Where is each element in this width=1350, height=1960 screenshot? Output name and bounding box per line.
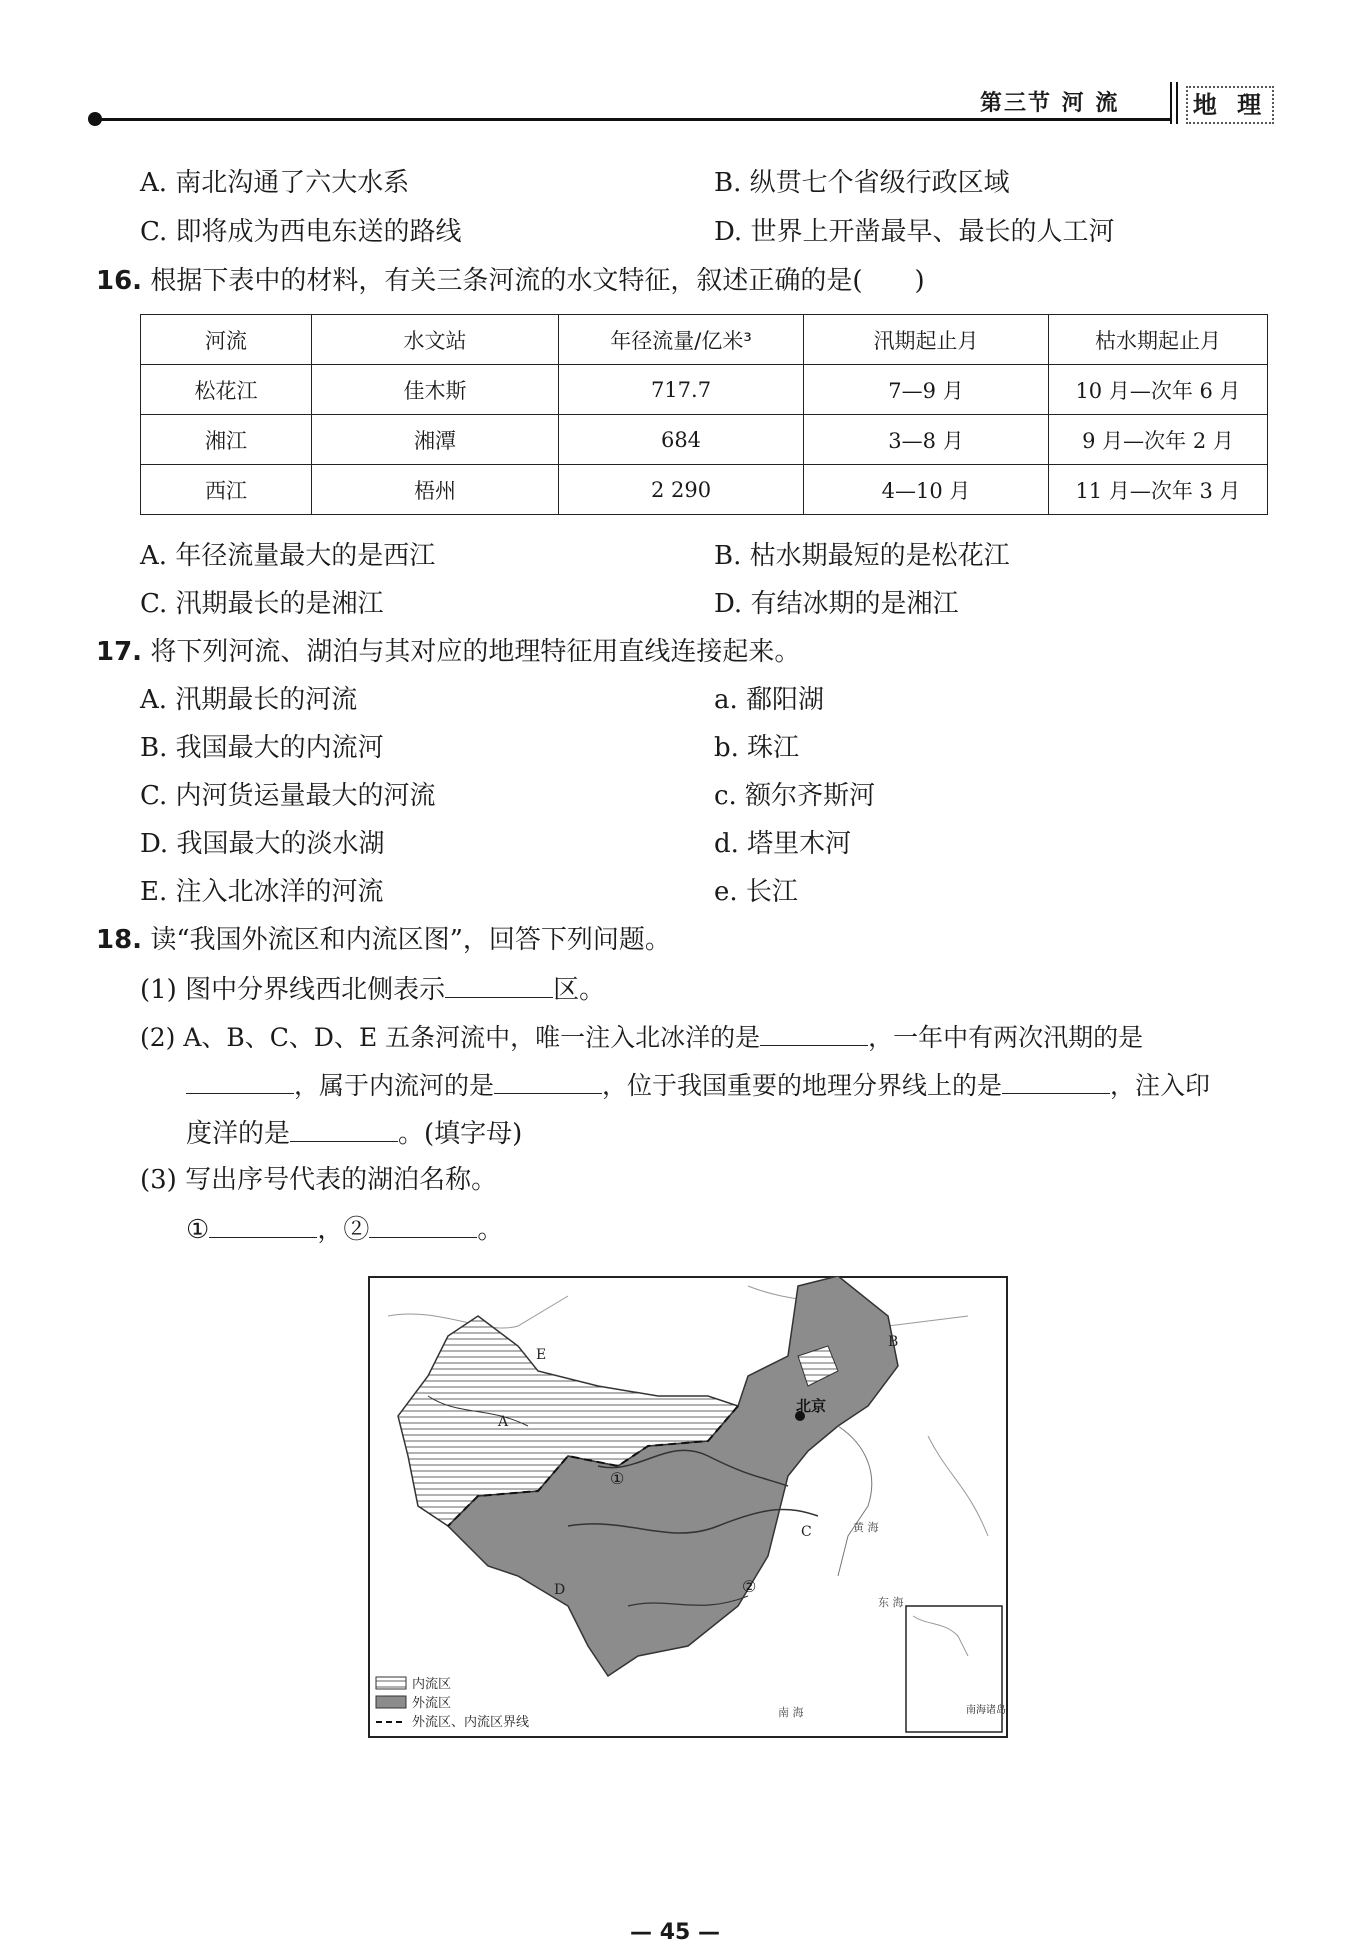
header-divider xyxy=(1176,82,1178,124)
question-stem: 将下列河流、湖泊与其对应的地理特征用直线连接起来。 xyxy=(150,637,801,667)
table-cell: 湘潭 xyxy=(312,415,559,465)
q17-right-item: e. 长江 xyxy=(714,877,798,907)
part-text: ，一年中有两次汛期的是 xyxy=(868,1023,1144,1052)
table-cell: 9 月—次年 2 月 xyxy=(1049,415,1268,465)
china-drainage-map xyxy=(368,1276,1008,1738)
header-divider xyxy=(1170,82,1172,124)
river-label-e: E xyxy=(536,1347,547,1363)
column-header: 汛期起止月 xyxy=(804,315,1049,365)
column-header: 年径流量/亿米³ xyxy=(559,315,804,365)
q17-left-item: B. 我国最大的内流河 xyxy=(140,733,384,763)
lake-marker: ，② xyxy=(317,1215,370,1245)
part-text: 。 xyxy=(477,1215,504,1245)
river-label-c: C xyxy=(801,1524,812,1540)
answer-blank[interactable] xyxy=(1002,1067,1110,1094)
part-text: ，属于内流河的是 xyxy=(294,1071,495,1100)
sea-label-yellow: 黄 海 xyxy=(853,1521,879,1534)
q17-right-item: a. 鄱阳湖 xyxy=(714,685,825,715)
q16-option-a: A. 年径流量最大的是西江 xyxy=(140,541,436,571)
question-number: 18. xyxy=(96,925,143,955)
q15-option-b: B. 纵贯七个省级行政区域 xyxy=(714,168,1010,198)
legend-swatch-inflow xyxy=(376,1677,406,1689)
q17-question xyxy=(96,635,800,669)
q16-option-d: D. 有结冰期的是湘江 xyxy=(714,589,959,619)
part-text: 区。 xyxy=(553,975,606,1005)
answer-blank[interactable] xyxy=(445,971,553,998)
lake-marker: ① xyxy=(186,1215,210,1245)
subject-label: 地 理 xyxy=(1186,86,1274,124)
q17-left-item: C. 内河货运量最大的河流 xyxy=(140,781,436,811)
column-header: 河流 xyxy=(141,315,312,365)
answer-blank[interactable] xyxy=(369,1211,477,1238)
lake-label-2: ② xyxy=(742,1577,757,1596)
river-label-d: D xyxy=(554,1582,566,1598)
q18-part2-line1 xyxy=(140,1019,1143,1055)
part-text: (1) 图中分界线西北侧表示 xyxy=(140,975,446,1005)
table-cell: 松花江 xyxy=(141,365,312,415)
page-number: — 45 — xyxy=(630,1920,720,1945)
legend-label: 内流区 xyxy=(412,1677,452,1692)
table-cell: 11 月—次年 3 月 xyxy=(1049,465,1268,515)
answer-blank[interactable] xyxy=(186,1067,294,1094)
answer-blank[interactable] xyxy=(290,1115,398,1142)
part-text: 度洋的是 xyxy=(186,1119,291,1149)
river-label-a: A xyxy=(498,1414,509,1430)
question-number: 17. xyxy=(96,637,143,667)
q18-part2-line3 xyxy=(186,1115,522,1151)
table-header-row xyxy=(141,315,1268,365)
part-text: ，位于我国重要的地理分界线上的是 xyxy=(602,1071,1003,1100)
table-cell: 4—10 月 xyxy=(804,465,1049,515)
legend-swatch-outflow xyxy=(376,1696,406,1708)
hydrology-table xyxy=(140,314,1268,515)
answer-blank[interactable] xyxy=(209,1211,317,1238)
question-stem: 根据下表中的材料，有关三条河流的水文特征，叙述正确的是( ) xyxy=(150,266,925,296)
q15-option-a: A. 南北沟通了六大水系 xyxy=(140,168,410,198)
header-rule xyxy=(90,118,1170,121)
sea-label-east: 东 海 xyxy=(878,1596,904,1609)
q18-part3: (3) 写出序号代表的湖泊名称。 xyxy=(140,1165,498,1195)
table-cell: 10 月—次年 6 月 xyxy=(1049,365,1268,415)
table-cell: 7—9 月 xyxy=(804,365,1049,415)
part-text: ，注入印 xyxy=(1110,1071,1211,1100)
q15-option-d: D. 世界上开凿最早、最长的人工河 xyxy=(714,217,1115,247)
table-row xyxy=(141,365,1268,415)
table-cell: 梧州 xyxy=(312,465,559,515)
q18-question xyxy=(96,923,671,957)
q18-part3-blanks xyxy=(186,1211,503,1247)
part-text: (2) A、B、C、D、E 五条河流中，唯一注入北冰洋的是 xyxy=(140,1023,761,1052)
inset-label: 南海诸岛 xyxy=(966,1705,1006,1716)
q17-left-item: D. 我国最大的淡水湖 xyxy=(140,829,385,859)
question-number: 16. xyxy=(96,266,143,296)
question-stem: 读“我国外流区和内流区图”，回答下列问题。 xyxy=(150,925,671,955)
legend-label: 外流区 xyxy=(412,1696,452,1711)
q16-question xyxy=(96,264,925,298)
q18-part2-line2 xyxy=(186,1067,1210,1103)
q15-option-c: C. 即将成为西电东送的路线 xyxy=(140,217,462,247)
column-header: 枯水期起止月 xyxy=(1049,315,1268,365)
q17-left-item: A. 汛期最长的河流 xyxy=(140,685,358,715)
table-cell: 2 290 xyxy=(559,465,804,515)
q18-part1 xyxy=(140,971,605,1007)
section-title: 第三节 河 流 xyxy=(980,91,1120,116)
q17-right-item: c. 额尔齐斯河 xyxy=(714,781,876,811)
table-cell: 湘江 xyxy=(141,415,312,465)
lake-label-1: ① xyxy=(610,1469,625,1488)
city-label-beijing: 北京 xyxy=(796,1397,827,1415)
river-label-b: B xyxy=(888,1334,899,1350)
part-text: 。(填字母) xyxy=(398,1119,523,1149)
column-header: 水文站 xyxy=(312,315,559,365)
answer-blank[interactable] xyxy=(760,1019,868,1046)
table-cell: 717.7 xyxy=(559,365,804,415)
table-row xyxy=(141,415,1268,465)
table-cell: 684 xyxy=(559,415,804,465)
answer-blank[interactable] xyxy=(494,1067,602,1094)
table-cell: 佳木斯 xyxy=(312,365,559,415)
legend-label: 外流区、内流区界线 xyxy=(412,1715,530,1730)
table-cell: 西江 xyxy=(141,465,312,515)
table-row xyxy=(141,465,1268,515)
table-cell: 3—8 月 xyxy=(804,415,1049,465)
q17-right-item: b. 珠江 xyxy=(714,733,800,763)
q16-option-b: B. 枯水期最短的是松花江 xyxy=(714,541,1010,571)
q17-right-item: d. 塔里木河 xyxy=(714,829,852,859)
q17-left-item: E. 注入北冰洋的河流 xyxy=(140,877,384,907)
sea-label-south: 南 海 xyxy=(778,1706,804,1719)
q16-option-c: C. 汛期最长的是湘江 xyxy=(140,589,384,619)
